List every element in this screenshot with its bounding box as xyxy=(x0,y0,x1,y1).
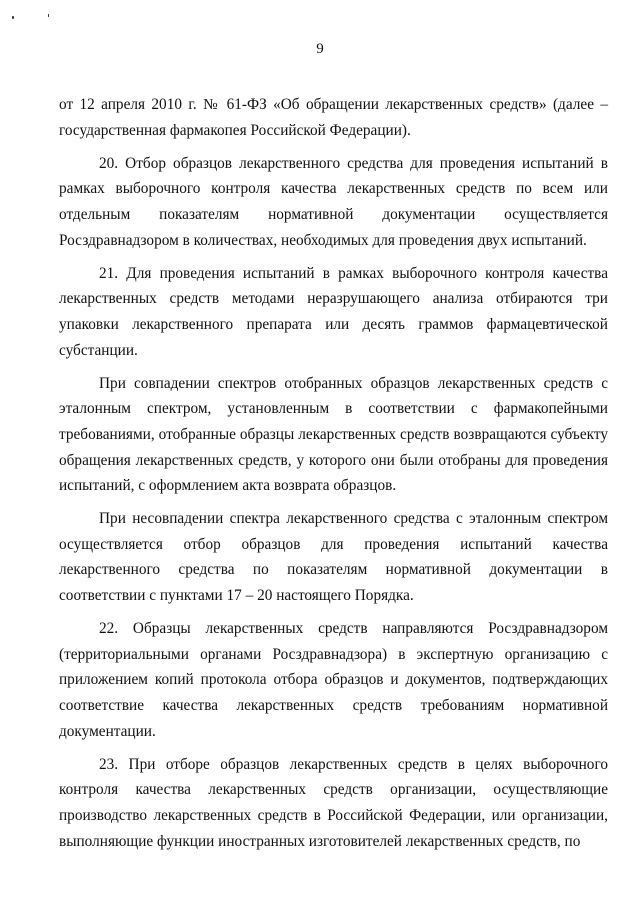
paragraph-spectra-mismatch: При несовпадении спектра лекарственного средства с эталонным спектром осуществляется отбор образцов для проведения испытаний качества лекарственного средства по показателям нормативной документации в соответствии с пунктами 17 – 20 настоящего Порядка. xyxy=(59,510,608,605)
paragraph-item-21: 21. Для проведения испытаний в рамках выборочного контроля качества лекарственных средств методами неразрушающего анализа отбираются три упаковки лекарственного препарата или десять граммов фармацевтической субстанции. xyxy=(59,264,608,359)
document-body xyxy=(59,92,608,862)
paragraph-item-23: 23. При отборе образцов лекарственных средств в целях выборочного контроля качества лекарственных средств организации, осуществляющие производство лекарственных средств в Российской Федерации, или организации, выполняющие функции иностранных изготовителей лекарственных средств, по xyxy=(59,755,608,850)
page-number: 9 xyxy=(316,41,324,57)
paragraph-item-20: 20. Отбор образцов лекарственного средства для проведения испытаний в рамках выборочного контроля качества лекарственных средств по всем или отдельным показателям нормативной документации осуществляется Росздравнадзором в количествах, необходимых для проведения двух испытаний. xyxy=(59,154,608,249)
paragraph-item-22: 22. Образцы лекарственных средств направляются Росздравнадзором (территориальными органами Росздравнадзора) в экспертную организацию с приложением копий протокола отбора образцов и документов, подтверждающих соответствие качества лекарственных средств требованиям нормативной документации. xyxy=(59,620,608,740)
scan-speck xyxy=(12,16,14,19)
paragraph-spectra-match: При совпадении спектров отобранных образцов лекарственных средств с эталонным спектром, установленным в соответствии с фармакопейными требованиями, отобранные образцы лекарственных средств возвращаются субъекту обращения лекарственных средств, у которого они были отобраны для проведения испытаний, с оформлением акта возврата образцов. xyxy=(59,374,608,495)
scan-marks xyxy=(12,14,62,24)
paragraph-continuation: от 12 апреля 2010 г. № 61-ФЗ «Об обращении лекарственных средств» (далее – государственная фармакопея Российской Федерации). xyxy=(59,96,608,139)
scan-speck xyxy=(48,14,49,17)
